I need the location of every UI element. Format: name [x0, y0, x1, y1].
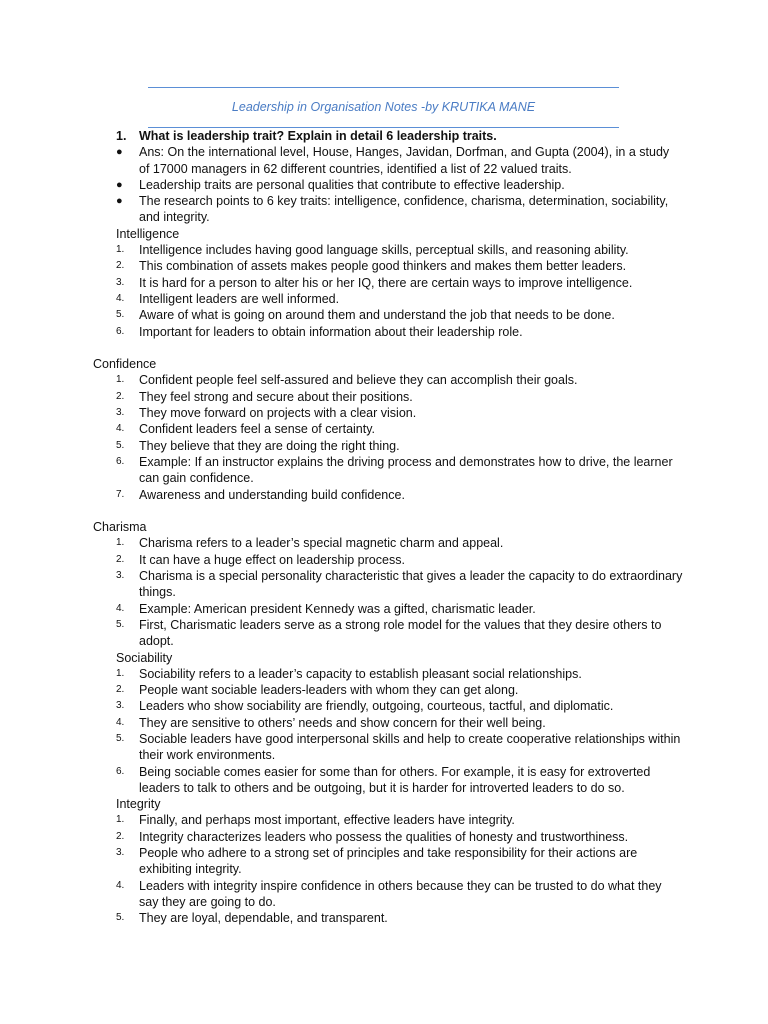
bullet-icon: ●	[116, 178, 123, 191]
list-item: 2. Integrity characterizes leaders who possess the qualities of honesty and trustworthiness.	[116, 829, 629, 844]
document-title: Leadership in Organisation Notes -by KRUTIKA MANE	[231, 100, 536, 114]
section-heading-charisma: Charisma	[93, 520, 147, 535]
list-item-text: They are loyal, dependable, and transparent.	[139, 911, 388, 926]
blank-line	[93, 340, 683, 356]
list-item-text: They feel strong and secure about their positions.	[139, 389, 413, 404]
list-item: 6. Important for leaders to obtain information about their leadership role.	[116, 324, 523, 339]
list-item: 2. People want sociable leaders-leaders with whom they can get along.	[116, 683, 519, 698]
section-heading-intelligence: Intelligence	[116, 226, 180, 241]
intro-bullet-text: Leadership traits are personal qualities that contribute to effective leadership.	[139, 177, 565, 192]
section-heading-confidence: Confidence	[93, 357, 157, 372]
list-item-text: Leaders with integrity inspire confidence in others because they can be trusted to do what they say they are going to do.	[139, 878, 662, 909]
list-item-text: Confident people feel self-assured and believe they can accomplish their goals.	[139, 373, 578, 388]
list-item: 1. Finally, and perhaps most important, effective leaders have integrity.	[116, 813, 515, 828]
bullet-icon: ●	[116, 146, 123, 159]
intro-bullet	[93, 177, 683, 193]
list-item: 4. Example: American president Kennedy was a gifted, charismatic leader.	[116, 601, 536, 616]
list-item: 4. Leaders with integrity inspire confidence in others because they can be trusted to do what they say they are going to do.	[116, 878, 662, 909]
list-item: 2. It can have a huge effect on leadership process.	[116, 552, 405, 567]
list-item: 5. Aware of what is going on around them and understand the job that needs to be done.	[116, 308, 615, 323]
list-item: 1. Charisma refers to a leader’s special magnetic charm and appeal.	[116, 536, 504, 551]
intro-bullet-text: The research points to 6 key traits: intelligence, confidence, charisma, determination, sociability, and integrity.	[139, 194, 669, 225]
title-rule-top	[148, 87, 619, 88]
list-item: 6. Example: If an instructor explains the driving process and demonstrates how to drive, the learner can gain confidence.	[116, 454, 673, 486]
intro-bullet	[93, 193, 683, 226]
list-item: 3. Leaders who show sociability are friendly, outgoing, courteous, tactful, and diplomatic.	[116, 699, 614, 714]
list-item-text: Finally, and perhaps most important, effective leaders have integrity.	[139, 813, 515, 828]
section-heading-integrity: Integrity	[116, 797, 161, 812]
list-item-text: Charisma refers to a leader’s special magnetic charm and appeal.	[139, 536, 504, 551]
list-item: 1. Intelligence includes having good language skills, perceptual skills, and reasoning ability.	[116, 243, 629, 258]
list-item-text: Sociable leaders have good interpersonal skills and help to create cooperative relationships within their work environments.	[139, 731, 681, 763]
list-item: 5. First, Charismatic leaders serve as a strong role model for the values that they desire others to adopt.	[116, 617, 662, 649]
list-item-text: It is hard for a person to alter his or her IQ, there are certain ways to improve intelligence.	[139, 275, 633, 290]
intro-bullet-text: Ans: On the international level, House, Hanges, Javidan, Dorfman, and Gupta (2004), in a study of 17000 managers in 62 different countries, identified a list of 22 valued traits.	[139, 145, 670, 176]
list-item: 2. This combination of assets makes people good thinkers and makes them better leaders.	[116, 259, 627, 274]
list-item: 4. Confident leaders feel a sense of certainty.	[116, 422, 376, 437]
list-item-text: This combination of assets makes people good thinkers and makes them better leaders.	[139, 259, 627, 274]
list-item-text: Awareness and understanding build confidence.	[139, 487, 405, 502]
list-item-text: Intelligence includes having good language skills, perceptual skills, and reasoning ability.	[139, 243, 629, 258]
list-item: 3. It is hard for a person to alter his or her IQ, there are certain ways to improve intelligence.	[116, 275, 633, 290]
list-item: 1. Sociability refers to a leader’s capacity to establish pleasant social relationships.	[116, 666, 582, 681]
document-body	[93, 128, 683, 927]
list-item-text: Example: If an instructor explains the driving process and demonstrates how to drive, the learner can gain confidence.	[139, 454, 673, 486]
list-item-text: Being sociable comes easier for some than for others. For example, it is easy for extroverted leaders to talk to others and be outgoing, but it is harder for introverted leaders to do so.	[139, 764, 651, 795]
list-item-text: First, Charismatic leaders serve as a strong role model for the values that they desire others to adopt.	[139, 617, 662, 649]
list-item-text: Intelligent leaders are well informed.	[139, 291, 340, 306]
list-item-text: They are sensitive to others’ needs and show concern for their well being.	[139, 715, 546, 730]
intro-bullet	[93, 144, 683, 177]
list-item-text: Example: American president Kennedy was a gifted, charismatic leader.	[139, 601, 536, 616]
list-item-text: They believe that they are doing the right thing.	[139, 438, 400, 453]
list-item: 3. Charisma is a special personality characteristic that gives a leader the capacity to do extraordinary things.	[116, 569, 683, 600]
list-item: 5. They are loyal, dependable, and transparent.	[116, 911, 388, 926]
question-number: 1.	[116, 129, 127, 143]
list-item: 3. People who adhere to a strong set of principles and take responsibility for their actions are exhibiting integrity.	[116, 846, 638, 877]
list-item-text: Leaders who show sociability are friendly, outgoing, courteous, tactful, and diplomatic.	[139, 699, 614, 714]
list-item-text: Sociability refers to a leader’s capacity to establish pleasant social relationships.	[139, 666, 582, 681]
list-item-text: Confident leaders feel a sense of certainty.	[139, 422, 376, 437]
list-item-text: Aware of what is going on around them and understand the job that needs to be done.	[139, 308, 615, 323]
question-heading	[93, 128, 683, 144]
list-item-text: It can have a huge effect on leadership process.	[139, 552, 405, 567]
list-item-text: People who adhere to a strong set of principles and take responsibility for their actions are exhibiting integrity.	[139, 846, 638, 877]
section-heading-sociability: Sociability	[116, 650, 173, 665]
list-item: 7. Awareness and understanding build confidence.	[116, 487, 405, 502]
list-item-text: They move forward on projects with a clear vision.	[139, 406, 417, 421]
bullet-icon: ●	[116, 195, 123, 208]
list-item: 3. They move forward on projects with a clear vision.	[116, 406, 417, 421]
list-item: 5. They believe that they are doing the right thing.	[116, 438, 400, 453]
list-item: 6. Being sociable comes easier for some than for others. For example, it is easy for extroverted leaders to talk to others and be outgoing, but it is harder for introverted leaders to do so.	[116, 764, 651, 795]
question-text: What is leadership trait? Explain in detail 6 leadership traits.	[139, 129, 497, 143]
list-item-text: Charisma is a special personality characteristic that gives a leader the capacity to do extraordinary things.	[139, 569, 683, 600]
list-item: 1. Confident people feel self-assured and believe they can accomplish their goals.	[116, 373, 578, 388]
list-item: 4. Intelligent leaders are well informed.	[116, 291, 340, 306]
list-item: 2. They feel strong and secure about their positions.	[116, 389, 413, 404]
list-item: 4. They are sensitive to others’ needs and show concern for their well being.	[116, 715, 546, 730]
list-item-text: Integrity characterizes leaders who possess the qualities of honesty and trustworthiness.	[139, 829, 629, 844]
blank-line	[93, 503, 683, 519]
list-item-text: Important for leaders to obtain information about their leadership role.	[139, 324, 523, 339]
list-item-text: People want sociable leaders-leaders with whom they can get along.	[139, 683, 519, 698]
list-item: 5. Sociable leaders have good interpersonal skills and help to create cooperative relationships within their work environments.	[116, 731, 681, 763]
